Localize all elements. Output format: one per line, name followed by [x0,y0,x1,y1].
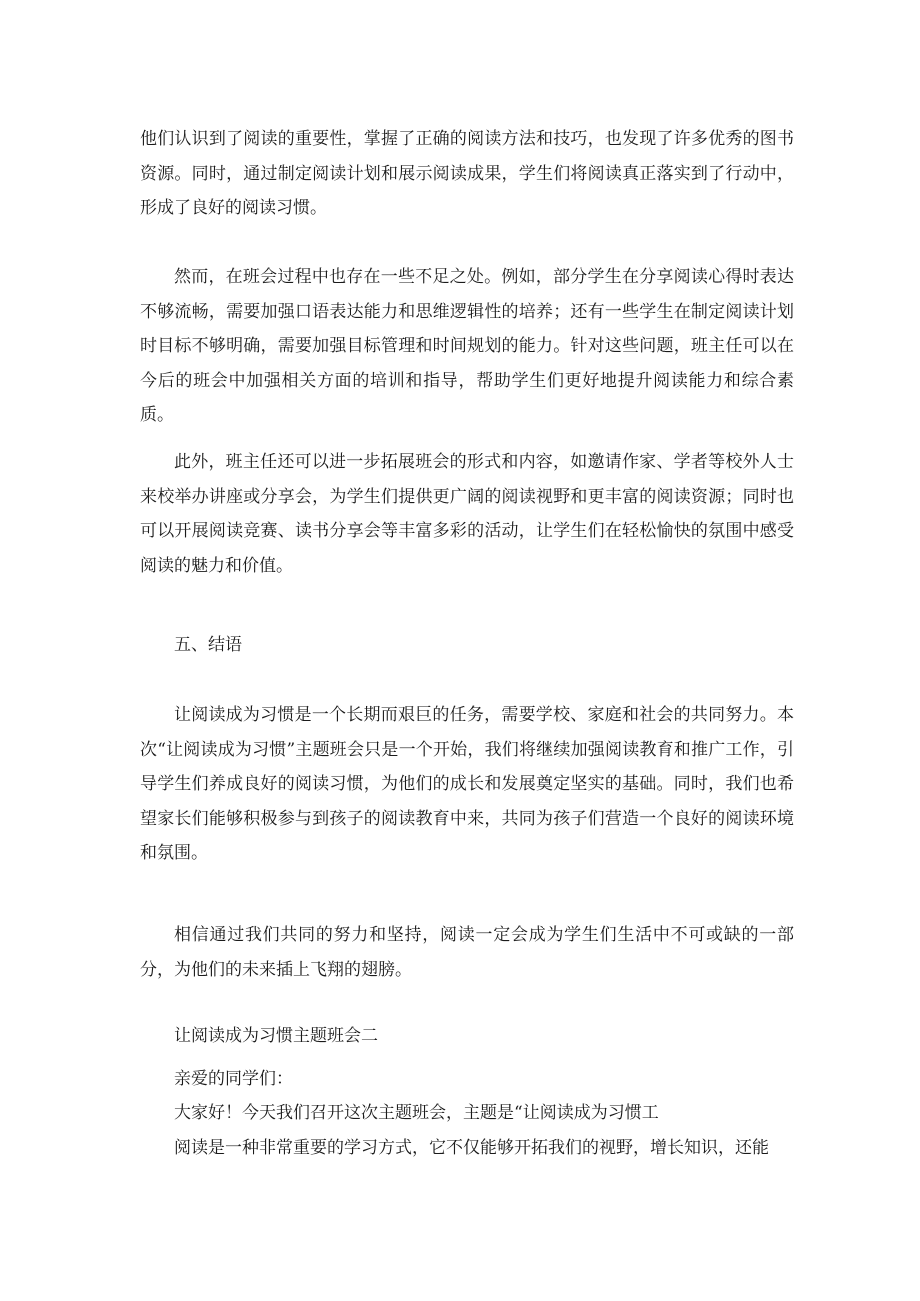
paragraph-reading-importance: 他们认识到了阅读的重要性，掌握了正确的阅读方法和技巧，也发现了许多优秀的图书资源。同时，通过制定阅读计划和展示阅读成果，学生们将阅读真正落实到了行动中，形成了良好的阅读习惯。 [140,129,794,218]
paragraph-extension: 此外，班主任还可以进一步拓展班会的形式和内容，如邀请作家、学者等校外人士来校举办讲座或分享会，为学生们提供更广阔的阅读视野和更丰富的阅读资源；同时也可以开展阅读竞赛、读书分享会等丰富多彩的活动，让学生们在轻松愉快的氛围中感受阅读的魅力和价值。 [140,452,794,576]
reading-intro-line: 阅读是一种非常重要的学习方式，它不仅能够开拓我们的视野，增长知识，还能 [174,1138,769,1158]
paragraph-belief: 相信通过我们共同的努力和坚持，阅读一定会成为学生们生活中不可或缺的一部分，为他们的未来插上飞翔的翅膀。 [140,925,794,980]
paragraph-conclusion: 让阅读成为习惯是一个长期而艰巨的任务，需要学校、家庭和社会的共同努力。本次“让阅读成为习惯”主题班会只是一个开始，我们将继续加强阅读教育和推广工作，引导学生们养成良好的阅读习惯，为他们的成长和发展奠定坚实的基础。同时，我们也希望家长们能够积极参与到孩子的阅读教育中来，共同为孩子们营造一个良好的阅读环境和氛围。 [140,705,794,863]
paragraph-shortcomings: 然而，在班会过程中也存在一些不足之处。例如，部分学生在分享阅读心得时表达不够流畅，需要加强口语表达能力和思维逻辑性的培养；还有一些学生在制定阅读计划时目标不够明确，需要加强目标管理和时间规划的能力。针对这些问题，班主任可以在今后的班会中加强相关方面的培训和指导，帮助学生们更好地提升阅读能力和综合素质。 [140,267,794,425]
section-heading-conclusion: 五、结语 [174,635,242,655]
opening-line: 大家好！今天我们召开这次主题班会，主题是“让阅读成为习惯工 [174,1103,659,1123]
second-part-title: 让阅读成为习惯主题班会二 [174,1026,378,1046]
greeting-line: 亲爱的同学们： [174,1069,293,1089]
